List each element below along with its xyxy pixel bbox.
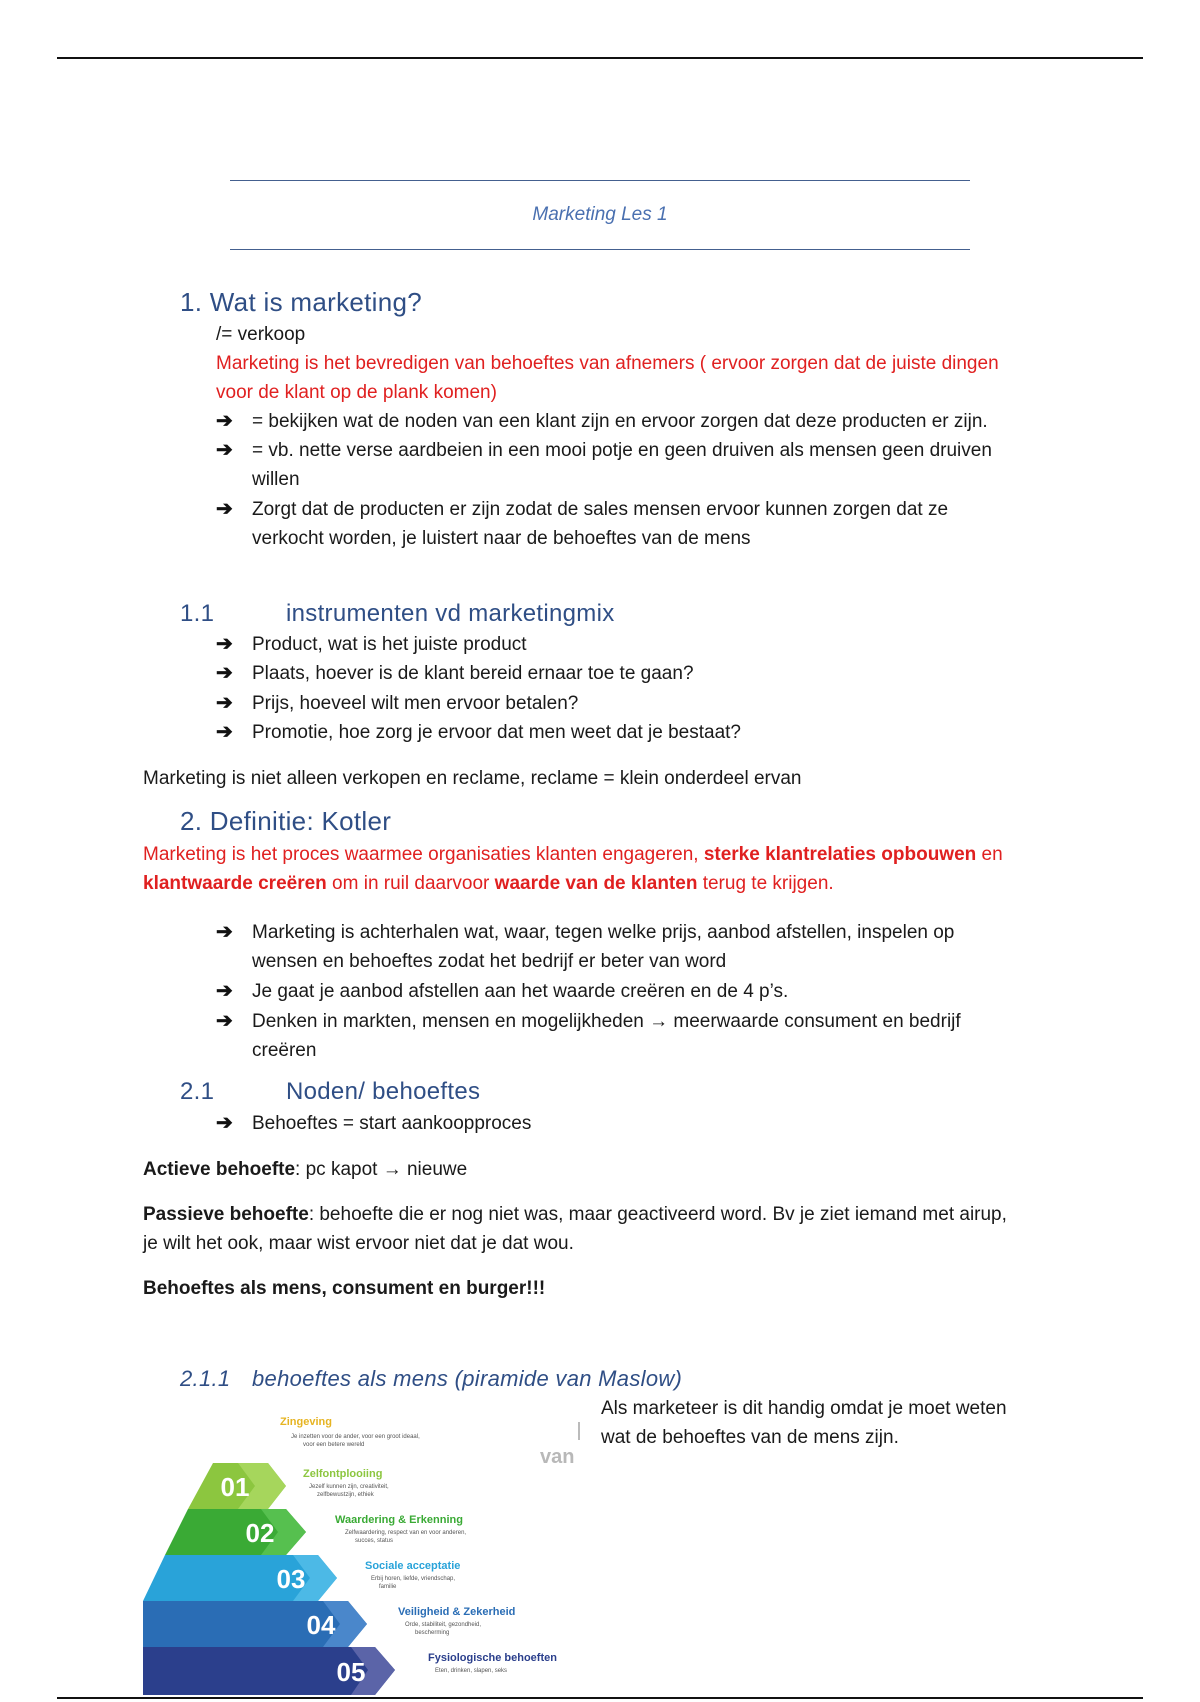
maslow-pyramid-image xyxy=(143,1415,583,1697)
term-text: : behoefte die er nog niet was, maar geactiveerd word. Bv je ziet iemand met airup, xyxy=(308,1204,1007,1225)
pyramid-sub-3b: familie xyxy=(379,1584,397,1590)
arrow-bullet-icon: ➔ xyxy=(216,921,233,943)
term-label: Passieve behoefte xyxy=(143,1204,309,1225)
arrow-bullet-icon: ➔ xyxy=(216,721,233,743)
heading-wat-is-marketing: 1. Wat is marketing? xyxy=(180,287,423,317)
maslow-pyramid-svg xyxy=(143,1415,583,1697)
maslow-note-line2: wat de behoeftes van de mens zijn. xyxy=(601,1427,899,1448)
pyramid-sub-2a: Zelfwaardering, respect van en voor anderen, xyxy=(345,1530,467,1536)
behoeftes-mens-consument: Behoeftes als mens, consument en burger!!! xyxy=(143,1278,546,1299)
pyramid-sub-top-1: Je inzetten voor de ander, voor een groot ideaal, xyxy=(291,1434,420,1440)
bullet-text: Marketing is achterhalen wat, waar, tegen welke prijs, aanbod afstellen, inspelen op xyxy=(252,922,955,943)
arrow-bullet-icon: ➔ xyxy=(216,633,233,655)
bullet-text-cont: willen xyxy=(252,469,300,490)
kotler-definition-line2 xyxy=(143,869,834,898)
pyramid-label-1: Zelfontplooiing xyxy=(303,1468,383,1480)
heading-definitie-kotler: 2. Definitie: Kotler xyxy=(180,806,392,836)
arrow-bullet-icon: ➔ xyxy=(216,1010,233,1032)
bullet-text: Plaats, hoever is de klant bereid ernaar toe te gaan? xyxy=(252,663,694,684)
bullet-text: Promotie, hoe zorg je ervoor dat men weet dat je bestaat? xyxy=(252,722,741,743)
bullet-text-cont: verkocht worden, je luistert naar de behoeftes van de mens xyxy=(252,528,751,549)
kotler-definition-line1 xyxy=(143,840,1003,869)
pyramid-sub-top-2: voor een betere wereld xyxy=(303,1442,365,1448)
pyramid-num-2: 02 xyxy=(245,1518,275,1548)
title-rule-bottom xyxy=(230,249,970,250)
heading-number: 2.1.1 xyxy=(180,1366,231,1391)
bullet-text: Product, wat is het juiste product xyxy=(252,634,527,655)
passieve-behoefte-cont: je wilt het ook, maar wist ervoor niet dat je dat wou. xyxy=(143,1233,574,1254)
cropped-text-van: van xyxy=(540,1446,575,1468)
kotler-emphasis: sterke klantrelaties opbouwen xyxy=(703,844,977,865)
bullet-text: Behoeftes = start aankoopproces xyxy=(252,1113,532,1134)
pyramid-sub-2b: succes, status xyxy=(355,1538,394,1544)
heading-text: behoeftes als mens (piramide van Maslow) xyxy=(252,1366,683,1391)
heading-number: 1.1 xyxy=(180,600,215,627)
pyramid-num-4: 04 xyxy=(306,1610,336,1640)
arrow-bullet-icon: ➔ xyxy=(216,498,233,520)
kotler-text: om in ruil daarvoor xyxy=(326,873,495,894)
kotler-text: terug te krijgen. xyxy=(697,873,834,894)
definition-red-line1: Marketing is het bevredigen van behoeftes van afnemers ( ervoor zorgen dat de juiste dingen xyxy=(216,353,999,374)
bullet-text-cont: creëren xyxy=(252,1040,317,1061)
pyramid-sub-4a: Orde, stabiliteit, gezondheid, xyxy=(405,1622,482,1628)
bullet-text-cont: wensen en behoeftes zodat het bedrijf er beter van word xyxy=(252,951,727,972)
bullet-text: Zorgt dat de producten er zijn zodat de sales mensen ervoor kunnen zorgen dat ze xyxy=(252,499,949,520)
bullet-text: Prijs, hoeveel wilt men ervoor betalen? xyxy=(252,693,579,714)
pyramid-num-3: 03 xyxy=(276,1564,306,1594)
passieve-behoefte xyxy=(143,1200,1007,1229)
definition-red-line2: voor de klant op de plank komen) xyxy=(216,382,497,403)
maslow-note-line1: Als marketeer is dit handig omdat je moet weten xyxy=(601,1398,1007,1419)
pyramid-sub-3a: Erbij horen, liefde, vriendschap, xyxy=(371,1576,456,1582)
arrow-bullet-icon: ➔ xyxy=(216,980,233,1002)
bullet-text: Je gaat je aanbod afstellen aan het waarde creëren en de 4 p’s. xyxy=(252,981,789,1002)
heading-text: instrumenten vd marketingmix xyxy=(286,600,615,627)
kotler-emphasis: waarde van de klanten xyxy=(494,873,698,894)
pyramid-sub-1b: zelfbewustzijn, ethiek xyxy=(317,1492,374,1498)
arrow-bullet-icon: ➔ xyxy=(216,439,233,461)
pyramid-num-1: 01 xyxy=(220,1472,250,1502)
bottom-rule xyxy=(57,1697,1143,1699)
heading-noden-behoeftes xyxy=(180,1078,480,1106)
heading-marketingmix xyxy=(180,600,615,628)
arrow-bullet-icon: ➔ xyxy=(216,662,233,684)
text-verkoop: /= verkoop xyxy=(216,324,306,345)
actieve-behoefte xyxy=(143,1155,467,1184)
bullet-text: = bekijken wat de noden van een klant zijn en ervoor zorgen dat deze producten er zijn. xyxy=(252,411,988,432)
document-title: Marketing Les 1 xyxy=(532,204,668,225)
term-text: : pc kapot → nieuwe xyxy=(295,1159,468,1180)
heading-maslow xyxy=(180,1366,682,1392)
bullet-text: Denken in markten, mensen en mogelijkheden → meerwaarde consument en bedrijf xyxy=(252,1011,961,1032)
pyramid-sub-1a: Jezelf kunnen zijn, creativiteit, xyxy=(309,1484,389,1490)
arrow-bullet-icon: ➔ xyxy=(216,1112,233,1134)
pyramid-sub-4b: bescherming xyxy=(415,1630,450,1636)
heading-number: 2.1 xyxy=(180,1078,215,1105)
kotler-emphasis: klantwaarde creëren xyxy=(143,873,327,894)
arrow-bullet-icon: ➔ xyxy=(216,410,233,432)
note-reclame: Marketing is niet alleen verkopen en reclame, reclame = klein onderdeel ervan xyxy=(143,768,802,789)
pyramid-label-4: Veiligheid & Zekerheid xyxy=(398,1606,516,1618)
pyramid-label-5: Fysiologische behoeften xyxy=(428,1652,557,1664)
arrow-bullet-icon: ➔ xyxy=(216,692,233,714)
pyramid-label-top: Zingeving xyxy=(280,1416,332,1428)
pyramid-label-3: Sociale acceptatie xyxy=(365,1560,461,1572)
bullet-text: = vb. nette verse aardbeien in een mooi potje en geen druiven als mensen geen druiven xyxy=(252,440,992,461)
pyramid-num-5: 05 xyxy=(336,1657,366,1687)
kotler-text: Marketing is het proces waarmee organisaties klanten engageren, xyxy=(143,844,704,865)
term-label: Actieve behoefte xyxy=(143,1159,296,1180)
heading-text: Noden/ behoeftes xyxy=(286,1078,481,1105)
kotler-text: en xyxy=(976,844,1003,865)
pyramid-label-2: Waardering & Erkenning xyxy=(335,1514,463,1526)
top-rule xyxy=(57,57,1143,59)
pyramid-sub-5a: Eten, drinken, slapen, seks xyxy=(435,1668,508,1674)
title-rule-top xyxy=(230,180,970,181)
